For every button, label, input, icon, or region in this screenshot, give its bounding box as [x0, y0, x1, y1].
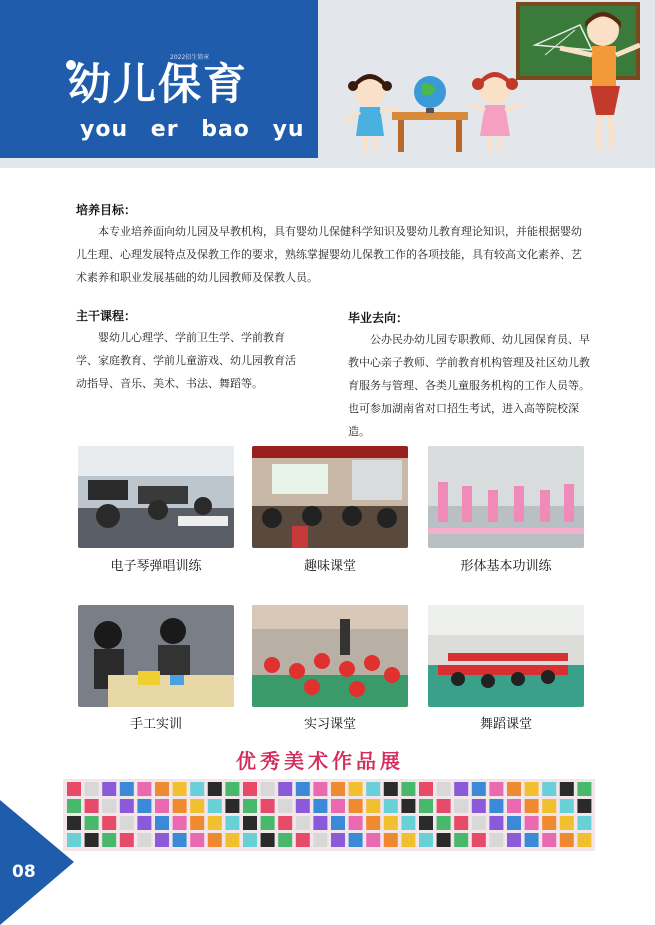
artwork-thumbnail	[437, 816, 451, 830]
artwork-thumbnail	[472, 816, 486, 830]
graduate-destination-text: 公办民办幼儿园专职教师、幼儿园保育员、早教中心亲子教师、学前教育机构管理及社区幼儿教育服务与管理、各类儿童服务机构的工作人员等。也可参加湖南省对口招生考试，进入高等院校深造。	[348, 333, 590, 438]
artwork-thumbnail	[261, 799, 275, 813]
artwork-thumbnail	[331, 799, 345, 813]
artwork-thumbnail	[401, 833, 415, 847]
artwork-thumbnail	[577, 799, 591, 813]
artwork-thumbnail	[296, 799, 310, 813]
artwork-thumbnail	[577, 816, 591, 830]
artwork-thumbnail	[85, 833, 99, 847]
artwork-thumbnail	[155, 799, 169, 813]
page-title: 幼儿保育	[68, 60, 248, 110]
artwork-thumbnail	[366, 782, 380, 796]
artwork-thumbnail	[190, 816, 204, 830]
artwork-thumbnail	[296, 782, 310, 796]
artwork-thumbnail	[137, 833, 151, 847]
artwork-thumbnail	[419, 816, 433, 830]
artwork-thumbnail	[489, 782, 503, 796]
artwork-thumbnail	[542, 816, 556, 830]
photo-caption: 舞蹈课堂	[479, 717, 532, 732]
artwork-thumbnail	[102, 816, 116, 830]
artwork-thumbnail	[507, 816, 521, 830]
core-courses-heading: 主干课程：	[76, 309, 137, 323]
artwork-thumbnail	[560, 816, 574, 830]
artwork-thumbnail	[67, 833, 81, 847]
artwork-thumbnail	[243, 833, 257, 847]
artwork-thumbnail	[225, 816, 239, 830]
training-goal-section	[76, 200, 586, 289]
header-small-text: 2022招生简章	[170, 54, 210, 61]
artwork-thumbnail	[313, 816, 327, 830]
artwork-thumbnail	[560, 833, 574, 847]
art-showcase-title: 优秀美术作品展	[236, 749, 404, 773]
artwork-thumbnail	[155, 816, 169, 830]
artwork-thumbnail	[384, 833, 398, 847]
artwork-thumbnail	[401, 799, 415, 813]
artwork-thumbnail	[366, 816, 380, 830]
photo-caption: 手工实训	[129, 717, 182, 732]
artwork-thumbnail	[102, 833, 116, 847]
artwork-thumbnail	[454, 799, 468, 813]
artwork-thumbnail	[67, 799, 81, 813]
photo-fun-classroom	[252, 446, 408, 548]
artwork-thumbnail	[542, 833, 556, 847]
artwork-thumbnail	[190, 833, 204, 847]
artwork-thumbnail	[454, 833, 468, 847]
artwork-thumbnail	[454, 816, 468, 830]
artwork-thumbnail	[349, 833, 363, 847]
artwork-thumbnail	[437, 833, 451, 847]
artwork-thumbnail	[190, 799, 204, 813]
artwork-thumbnail	[472, 782, 486, 796]
artwork-thumbnail	[577, 782, 591, 796]
artwork-thumbnail	[120, 816, 134, 830]
artwork-thumbnail	[102, 799, 116, 813]
artwork-thumbnail	[278, 782, 292, 796]
artwork-thumbnail	[331, 782, 345, 796]
photo-caption: 实习课堂	[303, 717, 356, 732]
artwork-thumbnail	[155, 833, 169, 847]
artwork-thumbnail	[278, 799, 292, 813]
artwork-thumbnail	[137, 782, 151, 796]
core-courses-text: 婴幼儿心理学、学前卫生学、学前教育学、家庭教育、学前儿童游戏、幼儿园教育活动指导、音乐、美术、书法、舞蹈等。	[76, 331, 296, 390]
photo-body-training	[428, 446, 584, 548]
artwork-thumbnail	[313, 782, 327, 796]
artwork-thumbnail	[525, 816, 539, 830]
artwork-thumbnail	[384, 782, 398, 796]
photo-caption: 形体基本功训练	[460, 559, 552, 574]
artwork-thumbnail	[208, 833, 222, 847]
artwork-thumbnail	[454, 782, 468, 796]
artwork-thumbnail	[489, 816, 503, 830]
artwork-thumbnail	[313, 833, 327, 847]
artwork-thumbnail	[67, 782, 81, 796]
artwork-thumbnail	[525, 782, 539, 796]
artwork-thumbnail	[542, 782, 556, 796]
artwork-thumbnail	[278, 816, 292, 830]
artwork-thumbnail	[331, 816, 345, 830]
artwork-thumbnail	[366, 799, 380, 813]
training-goal-text: 本专业培养面向幼儿园及早教机构，具有婴幼儿保健科学知识及婴幼儿教育理论知识，并能根据婴幼儿生理、心理发展特点及保教工作的要求，熟练掌握婴幼儿保教工作的各项技能，具有较高文化素养、艺术素养和职业发展基础的幼儿园教师及保教人员。	[76, 225, 582, 284]
photo-caption: 趣味课堂	[303, 559, 356, 574]
core-courses-section	[76, 306, 306, 395]
artwork-thumbnail	[102, 782, 116, 796]
artwork-thumbnail	[349, 816, 363, 830]
artwork-thumbnail	[225, 833, 239, 847]
artwork-thumbnail	[507, 833, 521, 847]
artwork-thumbnail	[489, 799, 503, 813]
artwork-thumbnail	[155, 782, 169, 796]
artwork-thumbnail	[261, 782, 275, 796]
artwork-thumbnail	[208, 782, 222, 796]
classroom-illustration	[330, 0, 655, 165]
artwork-thumbnail	[120, 833, 134, 847]
artwork-thumbnail	[173, 799, 187, 813]
artwork-thumbnail	[331, 833, 345, 847]
artwork-thumbnail	[173, 833, 187, 847]
artwork-thumbnail	[472, 799, 486, 813]
artwork-thumbnail	[190, 782, 204, 796]
artwork-thumbnail	[85, 816, 99, 830]
artwork-thumbnail	[313, 799, 327, 813]
artwork-thumbnail	[384, 799, 398, 813]
page-title-pinyin: you er bao yu	[80, 117, 305, 142]
graduate-destination-heading: 毕业去向：	[348, 311, 409, 325]
artwork-thumbnail	[137, 799, 151, 813]
photo-caption: 电子琴弹唱训练	[110, 559, 202, 574]
artwork-thumbnail	[560, 782, 574, 796]
artwork-thumbnail	[401, 816, 415, 830]
artwork-thumbnail	[85, 799, 99, 813]
artwork-thumbnail	[208, 799, 222, 813]
photo-dance-class	[428, 605, 584, 707]
artwork-thumbnail	[472, 833, 486, 847]
artwork-thumbnail	[401, 782, 415, 796]
photo-internship-class	[252, 605, 408, 707]
artwork-thumbnail	[85, 782, 99, 796]
artwork-thumbnail	[261, 816, 275, 830]
artwork-thumbnail	[437, 782, 451, 796]
artwork-thumbnail	[225, 799, 239, 813]
artwork-thumbnail	[542, 799, 556, 813]
artwork-thumbnail	[349, 799, 363, 813]
artwork-thumbnail	[173, 782, 187, 796]
artwork-thumbnail	[349, 782, 363, 796]
artwork-thumbnail	[437, 799, 451, 813]
artwork-thumbnail	[243, 816, 257, 830]
artwork-thumbnail	[419, 799, 433, 813]
graduate-destination-section	[348, 308, 590, 443]
artwork-thumbnail	[296, 816, 310, 830]
artwork-thumbnail	[137, 816, 151, 830]
artwork-thumbnail	[296, 833, 310, 847]
artwork-thumbnail	[243, 782, 257, 796]
artwork-thumbnail	[67, 816, 81, 830]
training-goal-heading: 培养目标：	[76, 203, 137, 217]
artwork-thumbnail	[507, 799, 521, 813]
artwork-thumbnail	[525, 833, 539, 847]
artwork-thumbnail	[577, 833, 591, 847]
artwork-thumbnail	[120, 799, 134, 813]
artwork-thumbnail	[278, 833, 292, 847]
artwork-thumbnail	[507, 782, 521, 796]
artwork-thumbnail	[560, 799, 574, 813]
artwork-thumbnail	[120, 782, 134, 796]
artwork-thumbnail	[525, 799, 539, 813]
photo-handicraft-training	[78, 605, 234, 707]
artwork-thumbnail	[225, 782, 239, 796]
artwork-thumbnail	[261, 833, 275, 847]
art-gallery-strip	[63, 779, 595, 851]
artwork-thumbnail	[419, 833, 433, 847]
artwork-thumbnail	[173, 816, 187, 830]
artwork-thumbnail	[243, 799, 257, 813]
artwork-thumbnail	[366, 833, 380, 847]
artwork-thumbnail	[384, 816, 398, 830]
page-number: 08	[12, 862, 36, 882]
photo-keyboard-training	[78, 446, 234, 548]
artwork-thumbnail	[208, 816, 222, 830]
artwork-thumbnail	[419, 782, 433, 796]
artwork-thumbnail	[489, 833, 503, 847]
